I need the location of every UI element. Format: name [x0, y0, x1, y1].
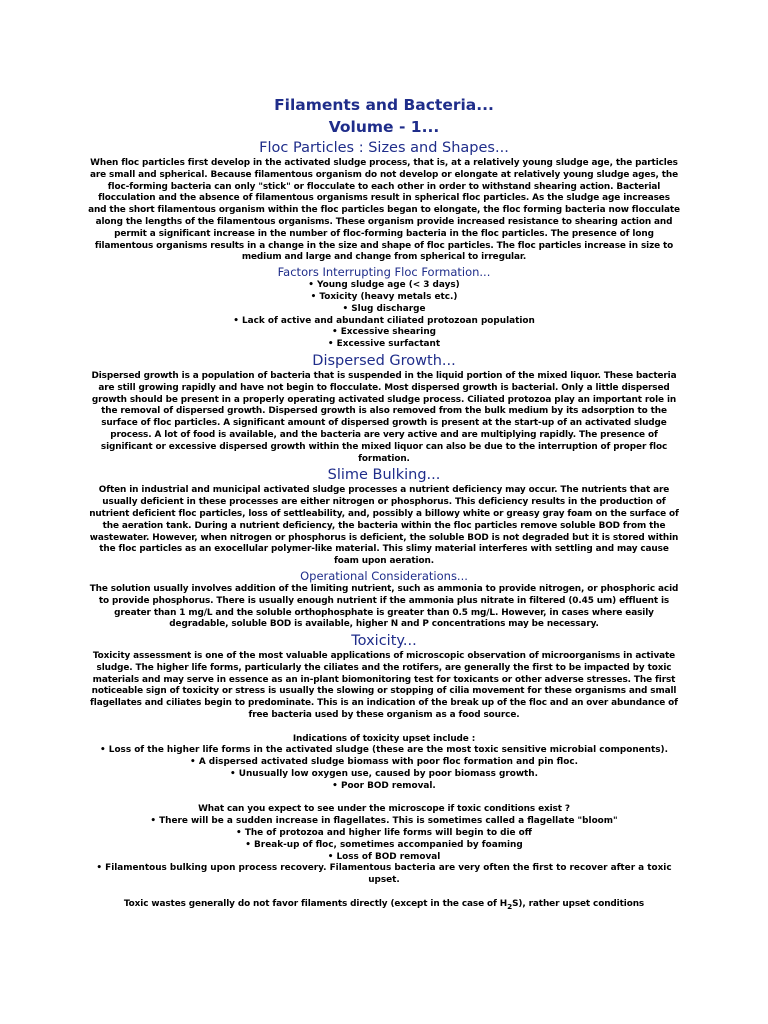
list-item: • The of protozoa and higher life forms will begin to die off: [88, 828, 680, 840]
toxicity-heading: Toxicity...: [351, 633, 417, 650]
closing-paragraph: [88, 899, 680, 913]
operational-paragraph: The solution usually involves addition of the limiting nutrient, such as ammonia to provide nitrogen, or phosphoric acid to provide phosphorus. There is usually enough nutrient if the ammonia plus nitrate in filtered (0.45 um) effluent is greater than 1 mg/L and the soluble orthophosphate is greater than 0.5 mg/L. However, in cases where easily degradable, soluble BOD is available, higher N and P concentrations may be necessary.: [89, 583, 679, 630]
indications-intro: Indications of toxicity upset include :: [292, 733, 476, 744]
indications-list: [88, 745, 680, 792]
list-item: • Poor BOD removal.: [88, 781, 680, 793]
slime-paragraph: Often in industrial and municipal activated sludge processes a nutrient deficiency may occur. The nutrients that are usually deficient in these processes are either nitrogen or phosphorus. This deficiency results in the production of nutrient deficient floc particles, loss of settleability, and, possibly a billowy white or greasy gray foam on the surface of the aeration tank. During a nutrient deficiency, the bacteria within the floc particles remove soluble BOD from the wastewater. However, when nitrogen or phosphorus is deficient, the soluble BOD is not degraded but it is stored within the floc particles as an exocellular polymer-like material. This slimy material interferes with settling and may cause foam upon aeration.: [89, 485, 679, 567]
operational-heading: Operational Considerations...: [300, 568, 468, 583]
list-item: • Loss of BOD removal: [88, 852, 680, 864]
document-title-line2: Volume - 1...: [328, 118, 440, 136]
floc-paragraph: When floc particles first develop in the activated sludge process, that is, at a relatively young sludge age, the particles are small and spherical. Because filamentous organism do not develop or elongate at relatively young sludge ages, the floc-forming bacteria can only "stick" or flocculate to each other in order to withstand shearing action. Bacterial flocculation and the absence of filamentous organisms result in spherical floc particles. As the sludge age increases and the short filamentous organism within the floc particles began to elongate, the floc forming bacteria now flocculate along the lengths of the filamentous organisms. These organism provide increased resistance to shearing action and permit a significant increase in the number of floc-forming bacteria in the floc particles. The presence of long filamentous organisms results in a change in the size and shape of floc particles. The floc particles increase in size to medium and large and change from spherical to irregular.: [88, 158, 680, 263]
list-item: • Slug discharge: [88, 304, 680, 316]
factors-heading: Factors Interrupting Floc Formation...: [277, 265, 491, 280]
toxicity-paragraph: Toxicity assessment is one of the most valuable applications of microscopic observation of microorganisms in activate sludge. The higher life forms, particularly the ciliates and the rotifers, are generally the first to be impacted by toxic materials and may serve in essence as an in-plant biomonitoring test for toxicants or other adverse stresses. The first noticeable sign of toxicity or stress is usually the slowing or stopping of cilia movement for these organisms and small flagellates and ciliates begin to predominate. This is an indication of the break up of the floc and an over abundance of free bacteria used by these organism as a food source.: [90, 651, 678, 721]
closing-subscript: 2: [507, 901, 513, 911]
list-item: • There will be a sudden increase in flagellates. This is sometimes called a flagellate "bloom": [88, 816, 680, 828]
microscope-list: [88, 816, 680, 887]
closing-text-after: S), rather upset conditions: [512, 898, 645, 909]
spacer: [88, 793, 680, 805]
list-item: • Lack of active and abundant ciliated protozoan population: [88, 316, 680, 328]
floc-heading: Floc Particles : Sizes and Shapes...: [259, 140, 509, 156]
closing-text-before: Toxic wastes generally do not favor filaments directly (except in the case of H: [123, 898, 508, 909]
document-page: [88, 94, 680, 912]
spacer: [88, 722, 680, 734]
factors-list: [88, 280, 680, 351]
list-item: • Toxicity (heavy metals etc.): [88, 292, 680, 304]
list-item: • Excessive shearing: [88, 327, 680, 339]
list-item: • Break-up of floc, sometimes accompanied by foaming: [88, 840, 680, 852]
list-item: • Filamentous bulking upon process recovery. Filamentous bacteria are very often the first to recover after a toxic upset.: [88, 863, 680, 887]
list-item: • Unusually low oxygen use, caused by poor biomass growth.: [88, 769, 680, 781]
document-title-line1: Filaments and Bacteria...: [274, 96, 494, 114]
list-item: • Loss of the higher life forms in the activated sludge (these are the most toxic sensitive microbial components).: [88, 745, 680, 757]
list-item: • Young sludge age (< 3 days): [88, 280, 680, 292]
dispersed-heading: Dispersed Growth...: [312, 352, 456, 369]
list-item: • Excessive surfactant: [88, 339, 680, 351]
list-item: • A dispersed activated sludge biomass with poor floc formation and pin floc.: [88, 757, 680, 769]
slime-heading: Slime Bulking...: [327, 467, 441, 484]
dispersed-paragraph: Dispersed growth is a population of bacteria that is suspended in the liquid portion of the mixed liquor. These bacteria are still growing rapidly and have not begin to flocculate. Most dispersed growth is bacterial. Only a little dispersed growth should be present in a properly operating activated sludge process. Ciliated protozoa play an important role in the removal of dispersed growth. Dispersed growth is also removed from the bulk medium by its adsorption to the surface of floc particles. A significant amount of dispersed growth is present at the start-up of an activated sludge process. A lot of food is available, and the bacteria are very active and are multiplying rapidly. The presence of significant or excessive dispersed growth within the mixed liquor can also be due to the interruption of proper floc formation.: [91, 370, 677, 464]
microscope-intro: What can you expect to see under the microscope if toxic conditions exist ?: [198, 804, 570, 815]
spacer: [88, 887, 680, 899]
